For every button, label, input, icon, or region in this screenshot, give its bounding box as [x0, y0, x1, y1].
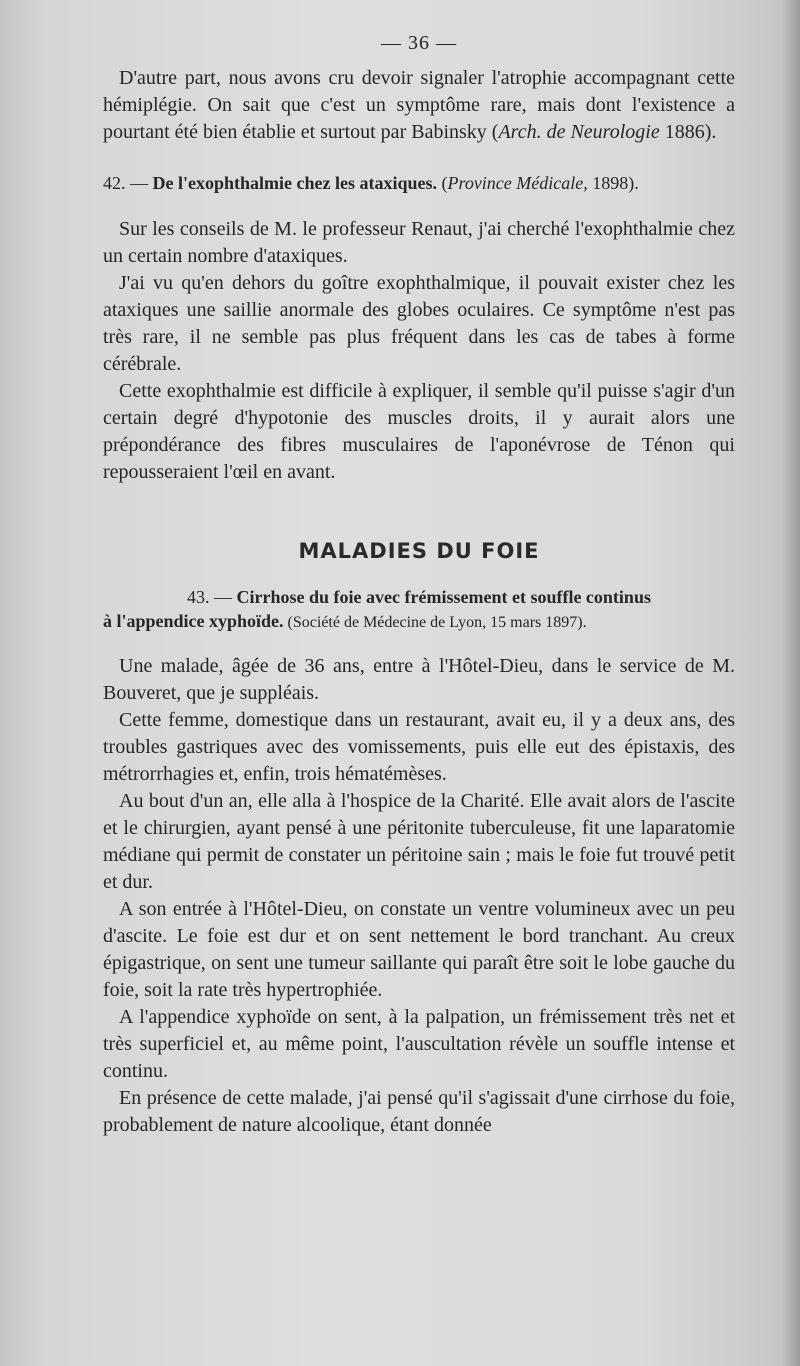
- entry-heading-43: [103, 585, 735, 635]
- entry-body-43: [103, 653, 735, 1139]
- entry-number: 42. —: [103, 173, 153, 193]
- entry-title-line2: [103, 609, 735, 635]
- entry-heading-42: [103, 170, 735, 196]
- paragraph: Sur les conseils de M. le professeur Renaut, j'ai cherché l'exophthalmie chez un certain nombre d'ataxiques.: [103, 218, 735, 267]
- entry-source: (Société de Médecine de Lyon, 15 mars 1897).: [283, 614, 587, 631]
- paragraph-atrophie: [103, 65, 735, 146]
- section-title: MALADIES DU FOIE: [298, 539, 540, 563]
- paragraph: Une malade, âgée de 36 ans, entre à l'Hôtel-Dieu, dans le service de M. Bouveret, que je suppléais.: [103, 655, 735, 704]
- citation-journal: Arch. de Neurologie: [498, 121, 660, 143]
- entry-body-42: [103, 216, 735, 486]
- paragraph: En présence de cette malade, j'ai pensé qu'il s'agissait d'une cirrhose du foie, probablement de nature alcoolique, étant donnée: [103, 1087, 735, 1136]
- paragraph: Cette exophthalmie est difficile à expliquer, il semble qu'il puisse s'agir d'un certain degré d'hypotonie des muscles droits, il y aurait alors une prépondérance des fibres musculaires de l'aponévrose de Ténon qui repousseraient l'œil en avant.: [103, 380, 735, 483]
- entry-title: Cirrhose du foie avec frémissement et souffle continus: [236, 587, 651, 607]
- entry-title-cont: à l'appendice xyphoïde.: [103, 611, 284, 631]
- citation-year: 1886).: [659, 121, 717, 143]
- entry-number: 43. —: [187, 587, 237, 607]
- paragraph-text: D'autre part, nous avons cru devoir signaler l'atrophie accompagnant cette hémiplégie. On sait que c'est un symptôme rare, mais dont l'existence a pourtant été bien établie et surtout par Babinsky (: [103, 67, 735, 143]
- entry-title: De l'exophthalmie chez les ataxiques.: [152, 173, 437, 193]
- page-number: — 36 —: [381, 32, 457, 54]
- paragraph: J'ai vu qu'en dehors du goître exophthalmique, il pouvait exister chez les ataxiques une saillie anormale des globes oculaires. Ce symptôme n'est pas très rare, il ne semble pas plus fréquent dans les cas de tabes à forme cérébrale.: [103, 272, 735, 375]
- paragraph: A l'appendice xyphoïde on sent, à la palpation, un frémissement très net et très superficiel et, au même point, l'auscultation révèle un souffle intense et continu.: [103, 1006, 735, 1082]
- entry-source-open: (: [436, 173, 448, 193]
- paragraph: Cette femme, domestique dans un restaurant, avait eu, il y a deux ans, des troubles gastriques avec des vomissements, puis elle eut des épistaxis, des métrorrhagies et, enfin, trois hématémèses.: [103, 709, 735, 785]
- paragraph: A son entrée à l'Hôtel-Dieu, on constate un ventre volumineux avec un peu d'ascite. Le foie est dur et on sent nettement le bord tranchant. Au creux épigastrique, on sent une tumeur saillante qui paraît être soit le lobe gauche du foie, soit la rate très hypertrophiée.: [103, 898, 735, 1001]
- paragraph: Au bout d'un an, elle alla à l'hospice de la Charité. Elle avait alors de l'ascite et le chirurgien, ayant pensé à une péritonite tuberculeuse, fit une laparatomie médiane qui permit de constater un péritoine sain ; mais le foie fut trouvé petit et dur.: [103, 790, 735, 893]
- entry-source-journal: Province Médicale,: [447, 173, 588, 193]
- page-edge-shadow: [782, 0, 800, 1366]
- page-content: [103, 30, 735, 1139]
- entry-source-year: 1898).: [587, 173, 639, 193]
- entry-title-line1: [103, 585, 735, 609]
